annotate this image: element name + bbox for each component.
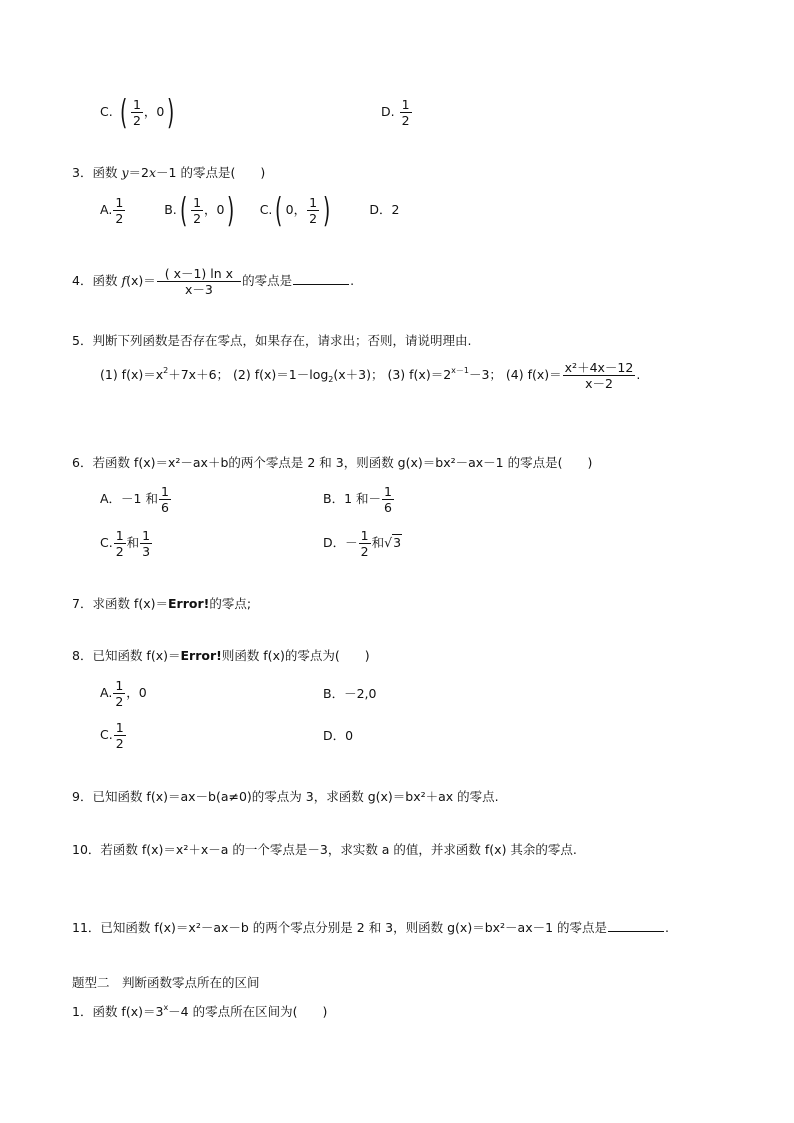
q3-option-c: C.( 0， $\frac{1}{2}$ ) [259, 190, 331, 231]
q6-option-a: A．－1 和 $\frac{1}{6}$ [100, 484, 169, 515]
answer-blank [293, 283, 349, 285]
q5-part-1: (1) $f(x)=x^2+7x+6$； [100, 366, 230, 382]
q8-option-d: D．0 [323, 728, 354, 743]
right-paren: ) [167, 92, 175, 133]
question-5-parts [100, 360, 640, 391]
question-11: 11．已知函数 f(x)＝x²－ax－b 的两个零点分别是 2 和 3，则函数 g(x)＝bx²－ax－1 的零点是 . [72, 920, 670, 935]
q8-option-b: B．－2,0 [323, 686, 377, 701]
question-8-stem: 8．已知函数 f(x)＝Error!则函数 f(x)的零点为( ) [72, 648, 370, 663]
answer-blank [608, 930, 664, 932]
q6-option-b: B．1 和－ $\frac{1}{6}$ [323, 484, 392, 515]
q2-option-d: D. $\frac{1}{2}$ [381, 97, 410, 128]
fraction: $\frac{1}{2}$ [401, 97, 410, 128]
question-6-stem: 6．若函数 f(x)＝x²－ax＋b的两个零点是 2 和 3，则函数 g(x)＝bx²－ax－1 的零点是( ) [72, 455, 593, 470]
fraction: $\frac{\text{( x－1) ln x}}{x-3}$ [157, 266, 241, 297]
section-title: 题型二 判断函数零点所在的区间 [72, 975, 260, 990]
question-10: 10．若函数 f(x)＝x²＋x－a 的一个零点是－3，求实数 a 的值，并求函数 f(x) 其余的零点. [72, 842, 577, 857]
q5-part-2: (2) $f(x)=1-\log_2(x+3)$； [233, 367, 384, 384]
q8-option-c: C. $\frac{1}{2}$ [100, 720, 124, 751]
q3-option-b: B.( $\frac{1}{2}$ ，0) [164, 190, 235, 231]
section-2-question-1: 1．函数 $f(x)=3^x-4$ 的零点所在区间为( ) [72, 1003, 328, 1019]
q6-option-c: C. $\frac{1}{2}$ 和 $\frac{1}{3}$ [100, 528, 151, 559]
q3-option-a: A. $\frac{1}{2}$ [100, 195, 124, 226]
question-9: 9．已知函数 f(x)＝ax－b(a≠0)的零点为 3，求函数 g(x)＝bx²＋ax 的零点. [72, 789, 499, 804]
q5-part-4: (4) f(x)＝ $\frac{\text{x²＋4x－12}}{x-2}$ . [505, 360, 641, 391]
q6-option-d: D．－ $\frac{1}{2}$ 和√3 [323, 528, 402, 559]
question-3-options [100, 190, 400, 231]
sqrt-symbol: √3 [384, 535, 402, 551]
question-3-stem: 3．函数 y＝2x－1 的零点是( ) [72, 165, 266, 180]
question-4: 4．函数 f(x)＝ $\frac{\text{( x－1) ln x}}{x-3}$ 的零点是 . [72, 266, 355, 297]
left-paren: ( [119, 92, 127, 133]
q2-option-c: C. ( $\frac{1}{2}$ ，0) [100, 92, 175, 133]
q8-option-a: A. $\frac{1}{2}$ ，0 [100, 678, 147, 709]
q3-option-d: D．2 [369, 202, 400, 217]
fraction: $\frac{1}{2}$ [132, 97, 141, 128]
q5-part-3: (3) $f(x)=2^{x-1}-3$； [387, 366, 502, 382]
question-7: 7．求函数 f(x)＝Error!的零点; [72, 596, 252, 611]
question-5-stem: 5．判断下列函数是否存在零点，如果存在，请求出；否则，请说明理由. [72, 333, 472, 348]
